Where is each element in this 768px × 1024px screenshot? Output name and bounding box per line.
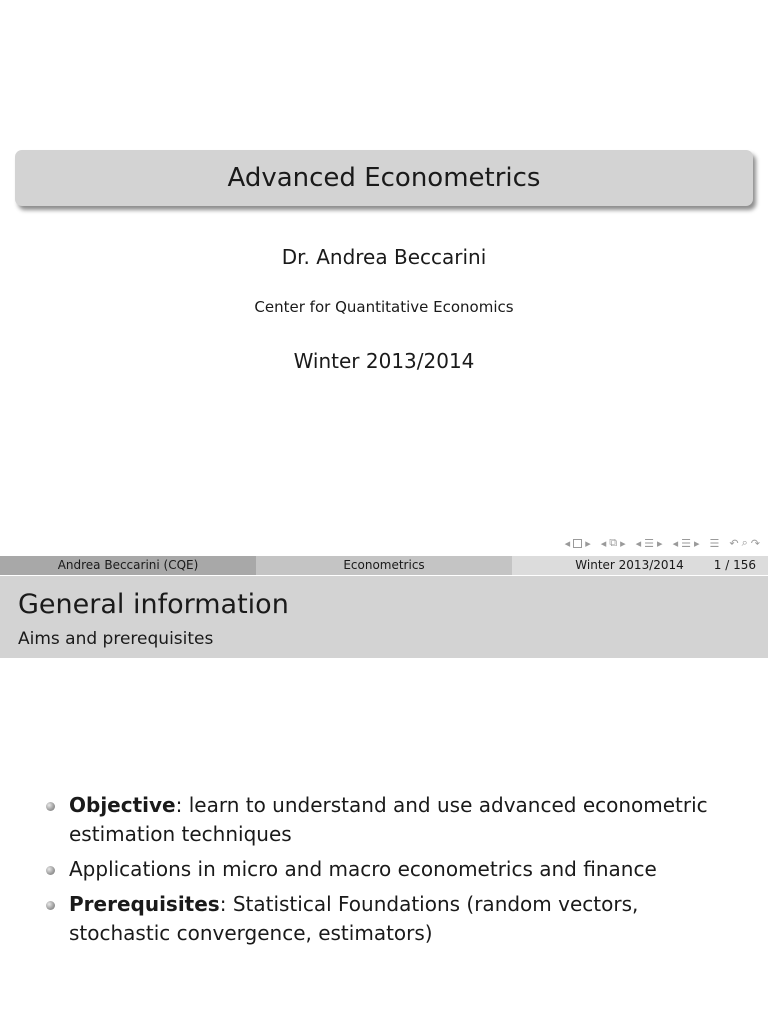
nav-subsection-icon[interactable]: ⧉: [609, 536, 618, 549]
nav-prev-icon[interactable]: ◂: [564, 536, 571, 550]
item-text: : learn to understand and use advanced econometric estimation techniques: [69, 793, 708, 846]
beamer-navigation-bar: [565, 536, 760, 550]
nav-prev-icon[interactable]: ◂: [672, 536, 679, 550]
presentation-date: Winter 2013/2014: [293, 349, 475, 373]
footer-page-number: 1 / 156: [713, 558, 756, 572]
nav-align-icon[interactable]: ☰: [709, 536, 720, 550]
bullet-icon: [46, 802, 55, 811]
item-term: Prerequisites: [69, 892, 220, 916]
item-text: Applications in micro and macro econometrics and finance: [69, 857, 657, 881]
undo-icon[interactable]: ↶: [729, 536, 739, 550]
bullet-list: [0, 791, 768, 954]
nav-frame-icon[interactable]: [573, 539, 582, 548]
redo-icon[interactable]: ↷: [750, 536, 760, 550]
nav-next-icon[interactable]: ▸: [657, 536, 663, 550]
item-term: Objective: [69, 793, 176, 817]
nav-next-icon[interactable]: ▸: [620, 536, 626, 550]
title-box: [15, 150, 753, 206]
nav-section-icon[interactable]: ☰: [681, 536, 691, 550]
nav-section-icon[interactable]: ☰: [644, 536, 655, 550]
footer-author: Andrea Beccarini (CQE): [0, 556, 256, 575]
frame-title: General information: [18, 589, 289, 620]
content-slide: [0, 576, 768, 1024]
bullet-icon: [46, 901, 55, 910]
author-name: Dr. Andrea Beccarini: [281, 245, 487, 269]
frame-header: [0, 576, 768, 658]
nav-part-group[interactable]: [673, 537, 700, 550]
slide-footer: [0, 556, 768, 575]
presentation-title: Advanced Econometrics: [227, 163, 541, 193]
nav-prev-icon[interactable]: ◂: [600, 536, 607, 550]
institute-name: Center for Quantitative Economics: [254, 298, 514, 316]
nav-subsection-group[interactable]: [601, 536, 626, 550]
nav-next-icon[interactable]: ▸: [693, 536, 700, 550]
list-item: [0, 791, 768, 849]
list-item: [0, 890, 768, 948]
nav-prev-icon[interactable]: ◂: [635, 536, 642, 550]
nav-search-group[interactable]: [729, 536, 760, 550]
list-item: [0, 855, 768, 884]
nav-section-group[interactable]: [636, 537, 663, 550]
bullet-icon: [46, 866, 55, 875]
nav-frame-group[interactable]: [565, 537, 591, 550]
nav-next-icon[interactable]: ▸: [585, 536, 591, 550]
zoom-icon[interactable]: ⌕: [741, 536, 748, 549]
item-text: : Statistical Foundations (random vectors, stochastic convergence, estimators): [69, 892, 639, 945]
frame-subtitle: Aims and prerequisites: [18, 629, 214, 649]
footer-right: [512, 556, 768, 575]
footer-date: Winter 2013/2014: [575, 558, 684, 572]
footer-short-title: Econometrics: [256, 556, 512, 575]
